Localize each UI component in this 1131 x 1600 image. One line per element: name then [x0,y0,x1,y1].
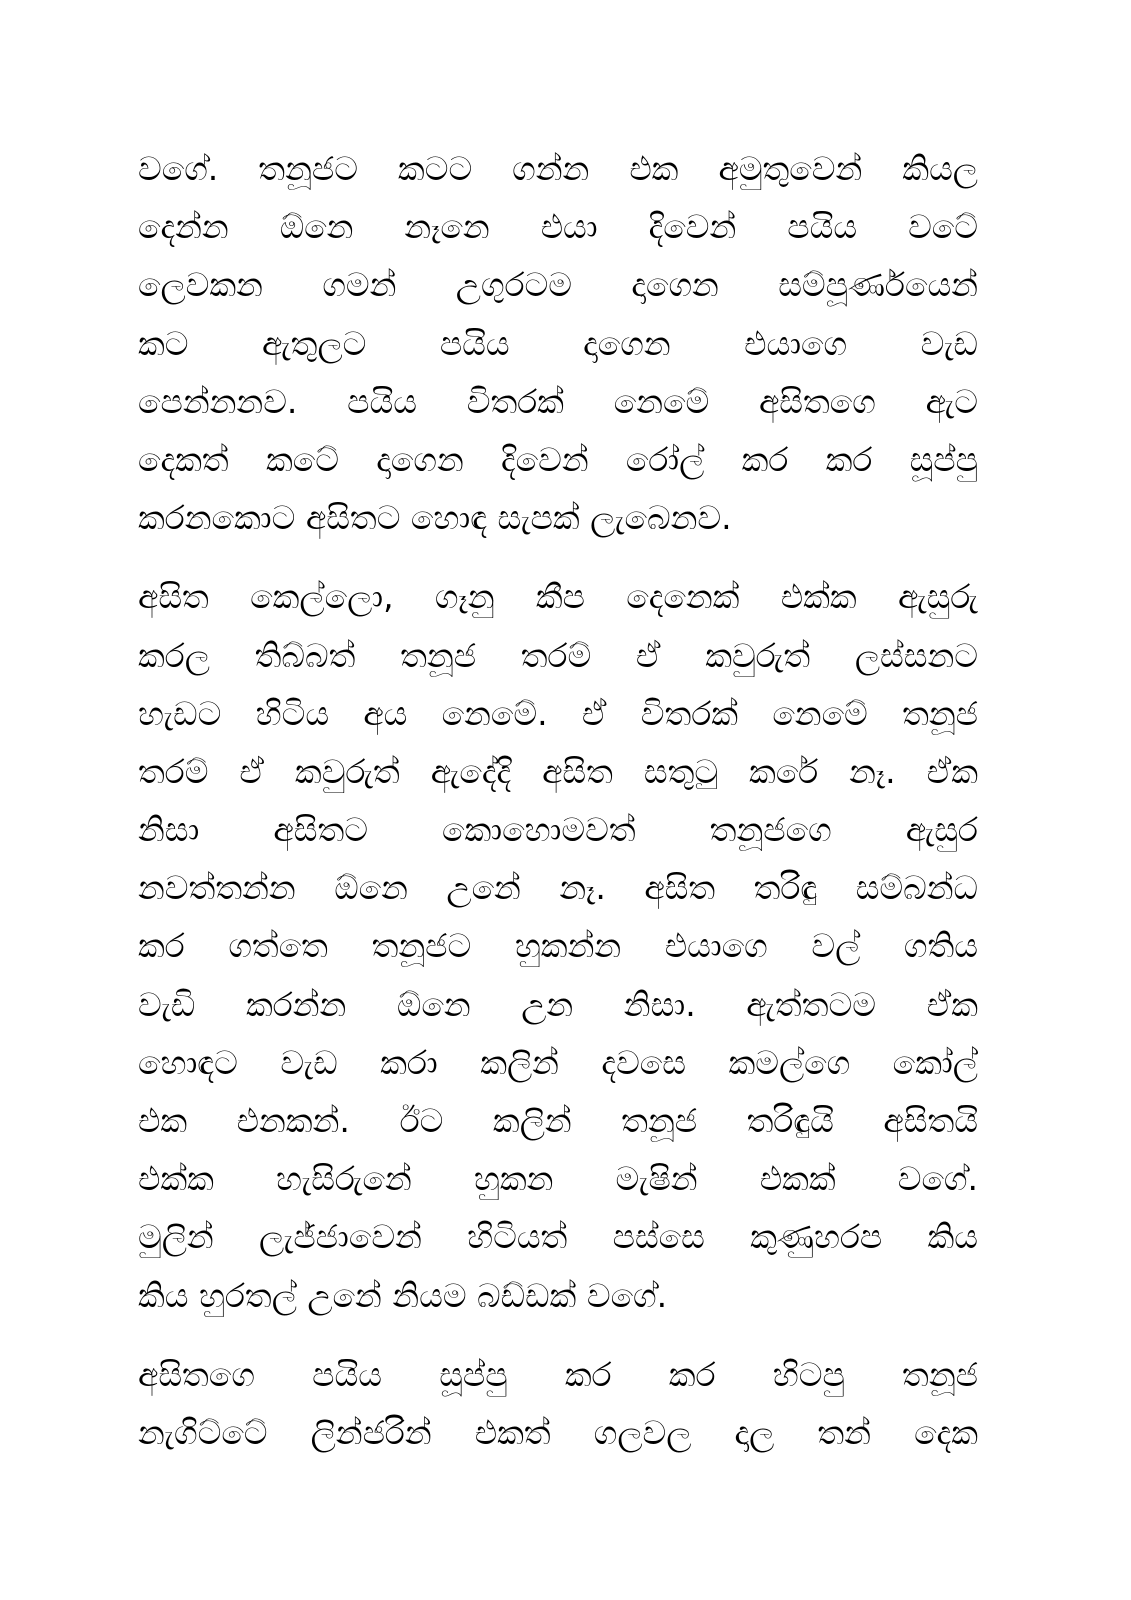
story-text [138,140,978,1483]
text-line: තරම් ඒ කවුරුත් ඇදේදි අසිත සතුටු කරේ නෑ. ඒක [138,751,978,791]
text-line: දෙන්න ඕනෙ නෑනෙ එයා දිවෙන් පයිය වටේ [138,207,978,247]
text-line: ලෙවකන ගමන් උගුරටම දාගෙන සම්පූර්ණයෙන් [138,265,978,305]
text-line: අසිත කෙල්ලො, ගෑනු කීප දෙනෙක් එක්ක ඇසුරු [138,577,978,617]
text-line: නිසා අසිතට කොහොමවත් තනූජගෙ ඇසුර [138,810,978,850]
text-line: හොඳට වැඩ කරා කලින් දවසෙ කමල්ගෙ කෝල් [138,1042,978,1082]
text-line: පෙන්නනව. පයිය විතරක් නෙමේ අසිතගෙ ඇට [138,381,978,421]
text-line: කරල තිබ්බත් තනූජ තරම් ඒ කවුරුත් ලස්සනට [138,635,978,675]
text-line: කර ගත්තෙ තනූජට හුකන්න එයාගෙ වල් ගතිය [138,926,978,966]
text-line: කරනකොට අසිතට හොඳ සැපක් ලැබෙනව. [138,498,732,538]
paragraph-2 [138,568,978,1324]
text-line: එක්ක හැසිරුනේ හුකන මැෂින් එකක් වගේ. [138,1159,978,1199]
text-line: නවත්තන්න ඕනෙ උනේ නෑ. අසිත තරිඳු සම්බන්ධ [138,868,978,908]
paragraph-1 [138,140,978,547]
text-line: මුලින් ලැජ්ජාවෙන් හිටියත් පස්සෙ කුණුහරප කිය [138,1217,978,1257]
text-line: නැගිට්ටේ ලින්ජරින් එකත් ගලවල දාල තන් දෙක [138,1412,978,1452]
text-line: එක එනකන්. ඊට කලින් තනූජ තරිඳුයි අසිතයි [138,1101,978,1140]
text-line: කට ඇතුලට පයිය දාගෙන එයාගෙ වැඩ [138,323,978,363]
text-line: වැඩි කරන්න ඕනෙ උන නිසා. ඇත්තටම ඒක [138,984,978,1024]
text-line: අසිතගෙ පයිය සූප්පු කර කර හිටපු තනූජ [138,1354,978,1394]
text-line: කිය හුරතල් උනේ නියම බඩ්ඩක් වගේ. [138,1275,668,1315]
paragraph-3 [138,1346,978,1462]
text-line: දෙකත් කටේ දාගෙන දිවෙන් රෝල් කර කර සූප්පු [138,439,978,479]
text-line: වගේ. තනූජට කටට ගන්න එක අමුතුවෙන් කියල [138,149,978,188]
text-line: හැඩට හිටිය අය නෙමේ. ඒ විතරක් නෙමේ තනූජ [138,693,978,733]
